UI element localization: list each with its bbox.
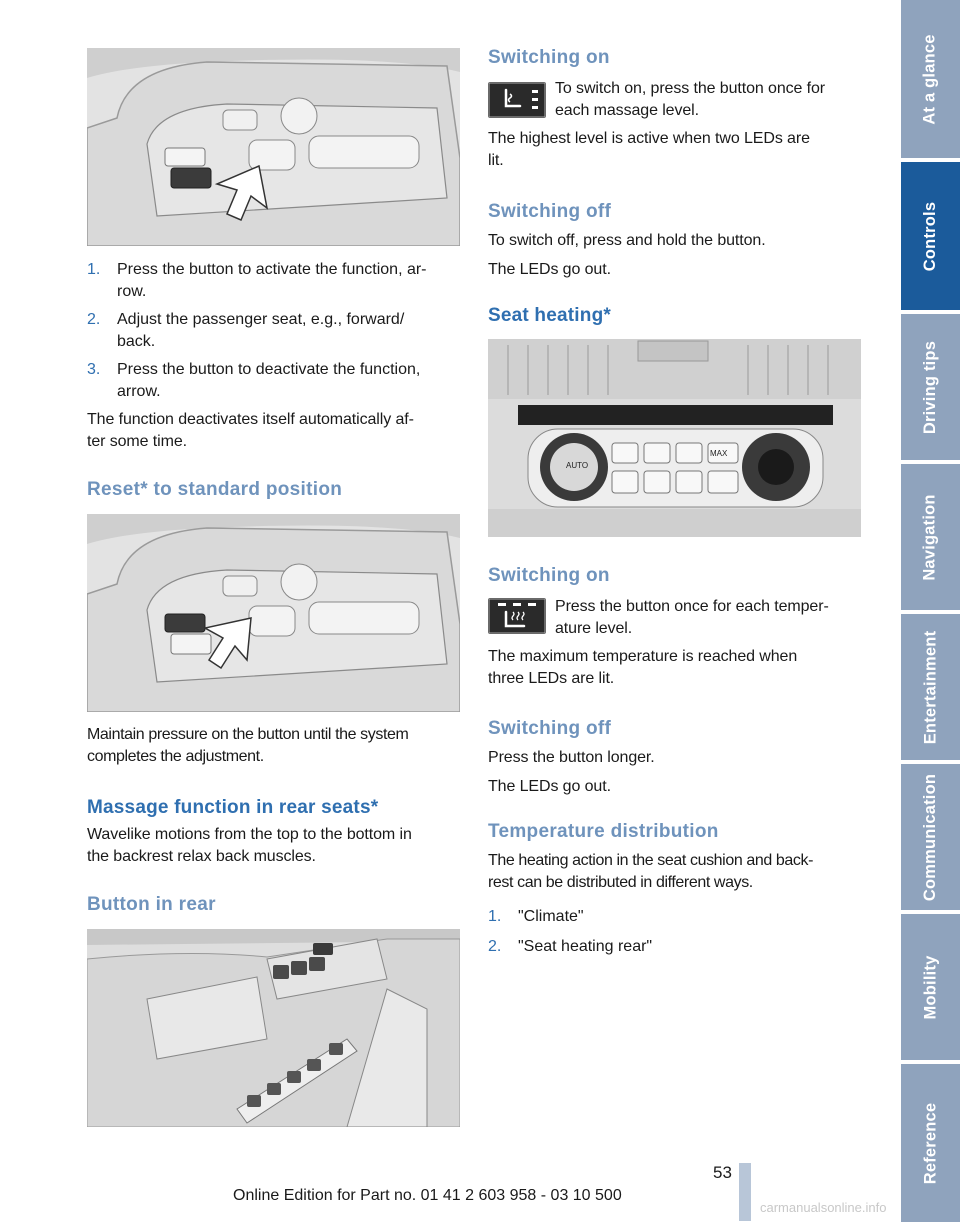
step-number: 3. [87,361,101,378]
tab-label: At a glance [921,33,940,125]
step-text-cont: arrow. [117,383,161,400]
highest-level-paragraph [488,128,861,172]
menu-step-item [488,936,861,958]
chapter-sidebar [901,0,960,1222]
massage-heading: Massage function in rear seats* [87,797,379,818]
temperature-distribution-paragraph [488,850,861,894]
step-item [87,309,460,353]
tab-at-a-glance[interactable] [901,0,960,158]
step-text: Press the button to activate the function, ar‐ [117,261,427,278]
step-text: Adjust the passenger seat, e.g., forward/ [117,311,405,328]
step-number: 1. [87,261,101,278]
tab-reference[interactable] [901,1064,960,1222]
step-item [87,359,460,403]
max-temperature-paragraph [488,646,861,690]
massage-paragraph [87,824,460,868]
page-number-bar [739,1163,751,1221]
seat-heating-button-icon [488,598,546,634]
text-line: Maintain pressure on the button until the system [87,726,409,743]
text-line: rest can be distributed in different ways. [488,874,753,891]
text-line: To switch on, press the button once for [555,80,826,97]
text-line: Press the button once for each temper‐ [555,598,829,615]
tab-label: Navigation [921,493,940,581]
step-text: Press the button to deactivate the function, [117,361,421,378]
step-number: 2. [87,311,101,328]
menu-step-text: "Seat heating rear" [518,938,653,955]
button-in-rear-heading: Button in rear [87,894,216,915]
tab-navigation[interactable] [901,464,960,610]
tab-label: Controls [921,201,939,271]
tab-label: Driving tips [921,340,940,434]
text-line: each massage level. [555,102,699,119]
maintain-pressure-paragraph [87,724,460,768]
page-number: 53 [713,1163,732,1182]
menu-step-text: "Climate" [518,908,584,925]
switching-off-heading-heating: Switching off [488,718,612,739]
tab-label: Communication [921,773,939,901]
text-line: three LEDs are lit. [488,670,615,687]
tab-controls[interactable] [901,162,960,310]
text-line: The heating action in the seat cushion and back‐ [488,852,814,869]
switching-on-heading-heating: Switching on [488,565,610,586]
massage-button-icon [488,82,546,118]
tab-label: Mobility [921,955,939,1019]
rear-door-button-illustration [87,929,460,1127]
watermark: carmanualsonline.info [760,1200,887,1215]
text-line: lit. [488,152,504,169]
heating-on-instruction [555,596,861,640]
seat-control-illustration-reset [87,514,460,712]
massage-off-instruction: To switch off, press and hold the button. [488,232,766,249]
step-item [87,259,460,303]
text-line: Wavelike motions from the top to the bottom in [87,826,412,843]
step-text-cont: back. [117,333,156,350]
text-line: completes the adjustment. [87,748,264,765]
text-line: The highest level is active when two LEDs are [488,130,810,147]
auto-label: AUTO [566,461,589,470]
menu-step-item [488,906,861,928]
switching-on-heading-massage: Switching on [488,47,610,68]
online-edition-text: Online Edition for Part no. 01 41 2 603 958 - 03 10 500 [233,1187,622,1204]
text-line: ter some time. [87,433,187,450]
step-number: 2. [488,938,502,955]
text-line: The function deactivates itself automatically af‐ [87,411,414,428]
step-number: 1. [488,908,502,925]
auto-deactivate-paragraph [87,409,460,453]
text-line: ature level. [555,620,633,637]
tab-communication[interactable] [901,764,960,910]
reset-heading: Reset* to standard position [87,479,343,500]
climate-panel-illustration [488,339,861,537]
tab-label: Entertainment [921,630,940,744]
tab-mobility[interactable] [901,914,960,1060]
switching-off-heading-massage: Switching off [488,201,612,222]
seat-heating-heading: Seat heating* [488,305,611,326]
tab-label: Reference [921,1102,939,1184]
massage-on-instruction [555,78,861,122]
seat-control-illustration-activate [87,48,460,246]
tab-driving-tips[interactable] [901,314,960,460]
text-line: the backrest relax back muscles. [87,848,316,865]
text-line: The maximum temperature is reached when [488,648,798,665]
tab-entertainment[interactable] [901,614,960,760]
step-text-cont: row. [117,283,147,300]
leds-out-text: The LEDs go out. [488,778,611,795]
max-label: MAX [710,449,728,458]
leds-out-text: The LEDs go out. [488,261,611,278]
temperature-distribution-heading: Temperature distribution [488,821,719,842]
heating-off-instruction: Press the button longer. [488,749,655,766]
